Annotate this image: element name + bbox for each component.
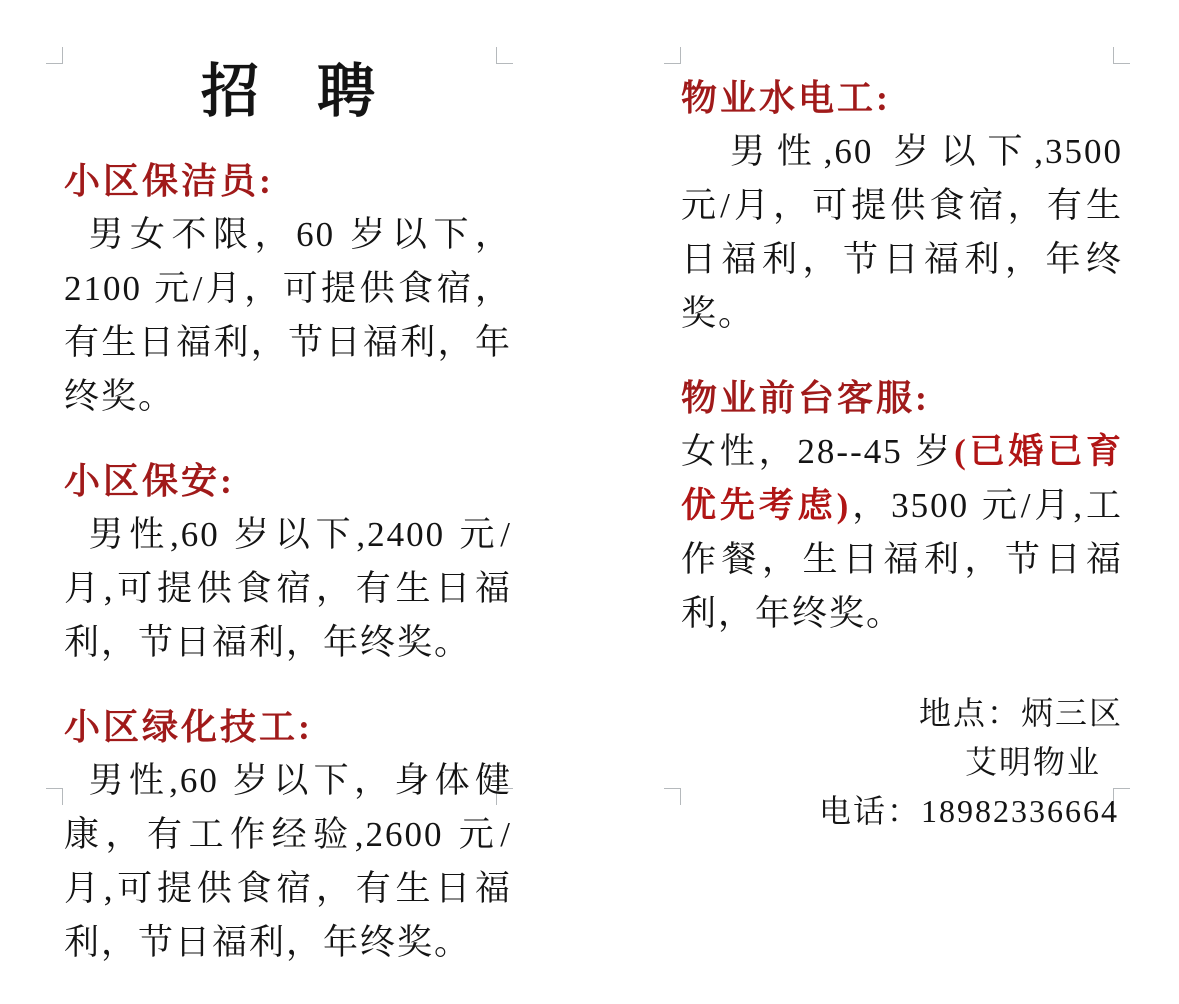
- job-description: [64, 508, 512, 670]
- job-section-cleaner: [64, 158, 512, 424]
- job-heading: 小区保安:: [64, 461, 235, 501]
- page-corner-mark: [46, 47, 63, 64]
- job-description-text: 男性,60 岁以下,2400 元/月,可提供食宿，有生日福利，节日福利，年终奖。: [64, 515, 512, 662]
- contact-company: 艾明物业: [964, 744, 1101, 780]
- contact-block: [681, 689, 1123, 836]
- job-description-red-note: (已婚已育优先考虑): [681, 432, 1124, 525]
- job-heading: 物业前台客服:: [681, 378, 930, 418]
- poster-title: 招 聘: [200, 59, 375, 124]
- page-corner-mark: [664, 47, 681, 64]
- job-description-text: 女性，28--45 岁: [681, 432, 955, 471]
- job-section-landscaper: [64, 704, 512, 970]
- job-description-text: 男性,60 岁以下，身体健康，有工作经验,2600 元/月,可提供食宿，有生日福利，节日福利，年终奖。: [64, 761, 512, 962]
- contact-phone: 电话：18982336664: [818, 793, 1119, 829]
- job-description-text: 男女不限，60 岁以下，2100 元/月，可提供食宿，有生日福利，节日福利，年终奖。: [64, 215, 512, 416]
- job-description-text: ，3500 元/月,工作餐，生日福利，节日福利，年终奖。: [681, 486, 1124, 633]
- job-description-text: 男性,60 岁以下,3500 元/月，可提供食宿，有生日福利，节日福利，年终奖。: [681, 132, 1123, 333]
- page-corner-mark: [46, 788, 63, 805]
- job-section-guard: [64, 458, 512, 670]
- job-section-receptionist: [681, 375, 1123, 641]
- job-heading: 物业水电工:: [681, 78, 891, 118]
- job-heading: 小区绿化技工:: [64, 707, 313, 747]
- job-section-electrician: [681, 75, 1123, 341]
- contact-location: 地点：炳三区: [918, 695, 1123, 731]
- job-description: [64, 754, 512, 970]
- job-description: [681, 425, 1123, 641]
- left-column: [64, 42, 512, 1004]
- job-description: [64, 208, 512, 424]
- job-description: [681, 125, 1123, 341]
- page-corner-mark: [664, 788, 681, 805]
- right-column: [681, 42, 1123, 836]
- job-heading: 小区保洁员:: [64, 161, 274, 201]
